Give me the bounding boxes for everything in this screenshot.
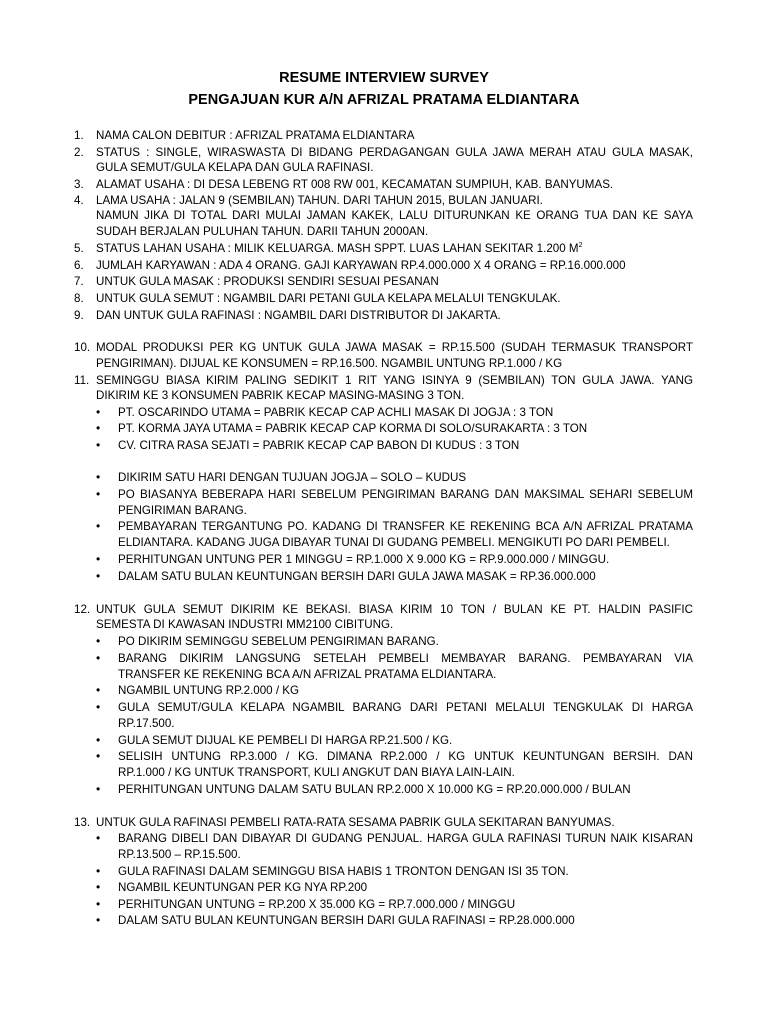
- bullet-marker: •: [96, 569, 101, 583]
- item-text: DIKIRIM KE 3 KONSUMEN PABRIK KECAP MASING-MASING 3 TON.: [96, 389, 465, 402]
- bullet-text: DALAM SATU BULAN KEUNTUNGAN BERSIH DARI GULA RAFINASI = RP.28.000.000: [118, 914, 575, 927]
- bullet-text: PT. KORMA JAYA UTAMA = PABRIK KECAP CAP KORMA DI SOLO/SURAKARTA : 3 TON: [118, 422, 588, 435]
- bullet-marker: •: [96, 552, 101, 566]
- item-text: UNTUK GULA SEMUT : NGAMBIL DARI PETANI GULA KELAPA MELALUI TENGKULAK.: [96, 292, 561, 305]
- bullet-text: CV. CITRA RASA SEJATI = PABRIK KECAP CAP BABON DI KUDUS : 3 TON: [118, 439, 520, 452]
- bullet-text: NGAMBIL UNTUNG RP.2.000 / KG: [118, 684, 300, 697]
- document-subtitle: PENGAJUAN KUR A/N AFRIZAL PRATAMA ELDIANTARA: [188, 92, 580, 108]
- bullet-text: RP.13.500 – RP.15.500.: [118, 848, 241, 861]
- bullet-marker: •: [96, 880, 101, 894]
- item-text: SEMESTA DI KAWASAN INDUSTRI MM2100 CIBITUNG.: [96, 618, 394, 631]
- item-text: UNTUK GULA RAFINASI PEMBELI RATA-RATA SESAMA PABRIK GULA SEKITARAN BANYUMAS.: [96, 816, 615, 829]
- bullet-marker: •: [96, 897, 101, 911]
- item-text: [96, 241, 582, 256]
- item-number: 8.: [74, 292, 84, 305]
- item-text: LAMA USAHA : JALAN 9 (SEMBILAN) TAHUN. DARI TAHUN 2015, BULAN JANUARI.: [96, 194, 543, 207]
- bullet-text: PT. OSCARINDO UTAMA = PABRIK KECAP CAP ACHLI MASAK DI JOGJA : 3 TON: [118, 406, 554, 419]
- bullet-marker: •: [96, 782, 101, 796]
- bullet-marker: •: [96, 864, 101, 878]
- bullet-marker: •: [96, 470, 101, 484]
- bullet-text: GULA SEMUT DIJUAL KE PEMBELI DI HARGA RP.21.500 / KG.: [118, 734, 453, 747]
- bullet-text: SELISIH UNTUNG RP.3.000 / KG. DIMANA RP.2.000 / KG UNTUK KEUNTUNGAN BERSIH. DAN: [118, 750, 693, 763]
- bullet-text: RP.17.500.: [118, 717, 175, 730]
- bullet-text: NGAMBIL KEUNTUNGAN PER KG NYA RP.200: [118, 881, 368, 894]
- bullet-marker: •: [96, 634, 101, 648]
- item-text: SEMINGGU BIASA KIRIM PALING SEDIKIT 1 RIT YANG ISINYA 9 (SEMBILAN) TON GULA JAWA. YANG: [96, 374, 693, 387]
- item-text: NAMA CALON DEBITUR : AFRIZAL PRATAMA ELDIANTARA: [96, 129, 415, 142]
- bullet-marker: •: [96, 913, 101, 927]
- item-number: 5.: [74, 242, 84, 255]
- item-text: STATUS : SINGLE, WIRASWASTA DI BIDANG PERDAGANGAN GULA JAWA MERAH ATAU GULA MASAK,: [96, 146, 693, 159]
- bullet-marker: •: [96, 421, 101, 435]
- item-number: 12.: [74, 603, 91, 616]
- bullet-text: PO DIKIRIM SEMINGGU SEBELUM PENGIRIMAN BARANG.: [118, 635, 439, 648]
- bullet-text: PERHITUNGAN UNTUNG = RP.200 X 35.000 KG = RP.7.000.000 / MINGGU: [118, 898, 516, 911]
- item-text: NAMUN JIKA DI TOTAL DARI MULAI JAMAN KAKEK, LALU DITURUNKAN KE ORANG TUA DAN KE SAYA: [96, 209, 693, 222]
- item-text: GULA SEMUT/GULA KELAPA DAN GULA RAFINASI.: [96, 161, 374, 174]
- item-number: 1.: [74, 129, 84, 142]
- bullet-text: GULA SEMUT/GULA KELAPA NGAMBIL BARANG DARI PETANI MELALUI TENGKULAK DI HARGA: [118, 701, 693, 714]
- item-text: JUMLAH KARYAWAN : ADA 4 ORANG. GAJI KARYAWAN RP.4.000.000 X 4 ORANG = RP.16.000.000: [96, 259, 626, 272]
- bullet-text: GULA RAFINASI DALAM SEMINGGU BISA HABIS 1 TRONTON DENGAN ISI 35 TON.: [118, 865, 569, 878]
- item-text-main: STATUS LAHAN USAHA : MILIK KELUARGA. MASH SPPT. LUAS LAHAN SEKITAR 1.200 M: [96, 242, 579, 255]
- item-text: PENGIRIMAN). DIJUAL KE KONSUMEN = RP.16.500. NGAMBIL UNTUNG RP.1.000 / KG: [96, 357, 563, 370]
- item-number: 3.: [74, 178, 84, 191]
- bullet-text: DIKIRIM SATU HARI DENGAN TUJUAN JOGJA – SOLO – KUDUS: [118, 471, 467, 484]
- document-title: RESUME INTERVIEW SURVEY: [279, 70, 489, 86]
- item-number: 11.: [74, 374, 90, 387]
- item-text: DAN UNTUK GULA RAFINASI : NGAMBIL DARI DISTRIBUTOR DI JAKARTA.: [96, 309, 501, 322]
- item-text: UNTUK GULA MASAK : PRODUKSI SENDIRI SESUAI PESANAN: [96, 275, 439, 288]
- bullet-marker: •: [96, 700, 101, 714]
- superscript: 2: [578, 242, 583, 249]
- item-number: 9.: [74, 309, 84, 322]
- bullet-marker: •: [96, 438, 101, 452]
- bullet-marker: •: [96, 749, 101, 763]
- item-text: MODAL PRODUKSI PER KG UNTUK GULA JAWA MASAK = RP.15.500 (SUDAH TERMASUK TRANSPORT: [96, 341, 693, 354]
- item-text: ALAMAT USAHA : DI DESA LEBENG RT 008 RW 001, KECAMATAN SUMPIUH, KAB. BANYUMAS.: [96, 178, 614, 191]
- bullet-text: PEMBAYARAN TERGANTUNG PO. KADANG DI TRANSFER KE REKENING BCA A/N AFRIZAL PRATAMA: [118, 520, 693, 533]
- bullet-text: PO BIASANYA BEBERAPA HARI SEBELUM PENGIRIMAN BARANG DAN MAKSIMAL SEHARI SEBELUM: [118, 488, 693, 501]
- item-number: 4.: [74, 194, 84, 207]
- bullet-marker: •: [96, 519, 101, 533]
- bullet-text: DALAM SATU BULAN KEUNTUNGAN BERSIH DARI GULA JAWA MASAK = RP.36.000.000: [118, 570, 596, 583]
- item-number: 6.: [74, 259, 84, 272]
- bullet-text: RP.1.000 / KG UNTUK TRANSPORT, KULI ANGKUT DAN BIAYA LAIN-LAIN.: [118, 766, 515, 779]
- item-number: 2.: [74, 146, 84, 159]
- item-text: UNTUK GULA SEMUT DIKIRIM KE BEKASI. BIASA KIRIM 10 TON / BULAN KE PT. HALDIN PASIFIC: [96, 603, 693, 616]
- bullet-marker: •: [96, 651, 101, 665]
- bullet-text: TRANSFER KE REKENING BCA A/N AFRIZAL PRATAMA ELDIANTARA.: [118, 668, 497, 681]
- bullet-text: PERHITUNGAN UNTUNG DALAM SATU BULAN RP.2.000 X 10.000 KG = RP.20.000.000 / BULAN: [118, 783, 631, 796]
- item-number: 13.: [74, 816, 91, 829]
- bullet-text: PENGIRIMAN BARANG.: [118, 504, 247, 517]
- bullet-marker: •: [96, 683, 101, 697]
- item-number: 10.: [74, 341, 91, 354]
- bullet-text: ELDIANTARA. KADANG JUGA DIBAYAR TUNAI DI GUDANG PEMBELI. MENGIKUTI PO DARI PEMBELI.: [118, 536, 670, 549]
- bullet-text: PERHITUNGAN UNTUNG PER 1 MINGGU = RP.1.000 X 9.000 KG = RP.9.000.000 / MINGGU.: [118, 553, 610, 566]
- bullet-text: BARANG DIKIRIM LANGSUNG SETELAH PEMBELI MEMBAYAR BARANG. PEMBAYARAN VIA: [118, 652, 693, 665]
- bullet-marker: •: [96, 831, 101, 845]
- bullet-marker: •: [96, 405, 101, 419]
- bullet-text: BARANG DIBELI DAN DIBAYAR DI GUDANG PENJUAL. HARGA GULA RAFINASI TURUN NAIK KISARAN: [118, 832, 693, 845]
- bullet-marker: •: [96, 733, 101, 747]
- bullet-marker: •: [96, 487, 101, 501]
- item-text: SUDAH BERJALAN PULUHAN TAHUN. DARII TAHUN 2000AN.: [96, 225, 429, 238]
- item-number: 7.: [74, 275, 84, 288]
